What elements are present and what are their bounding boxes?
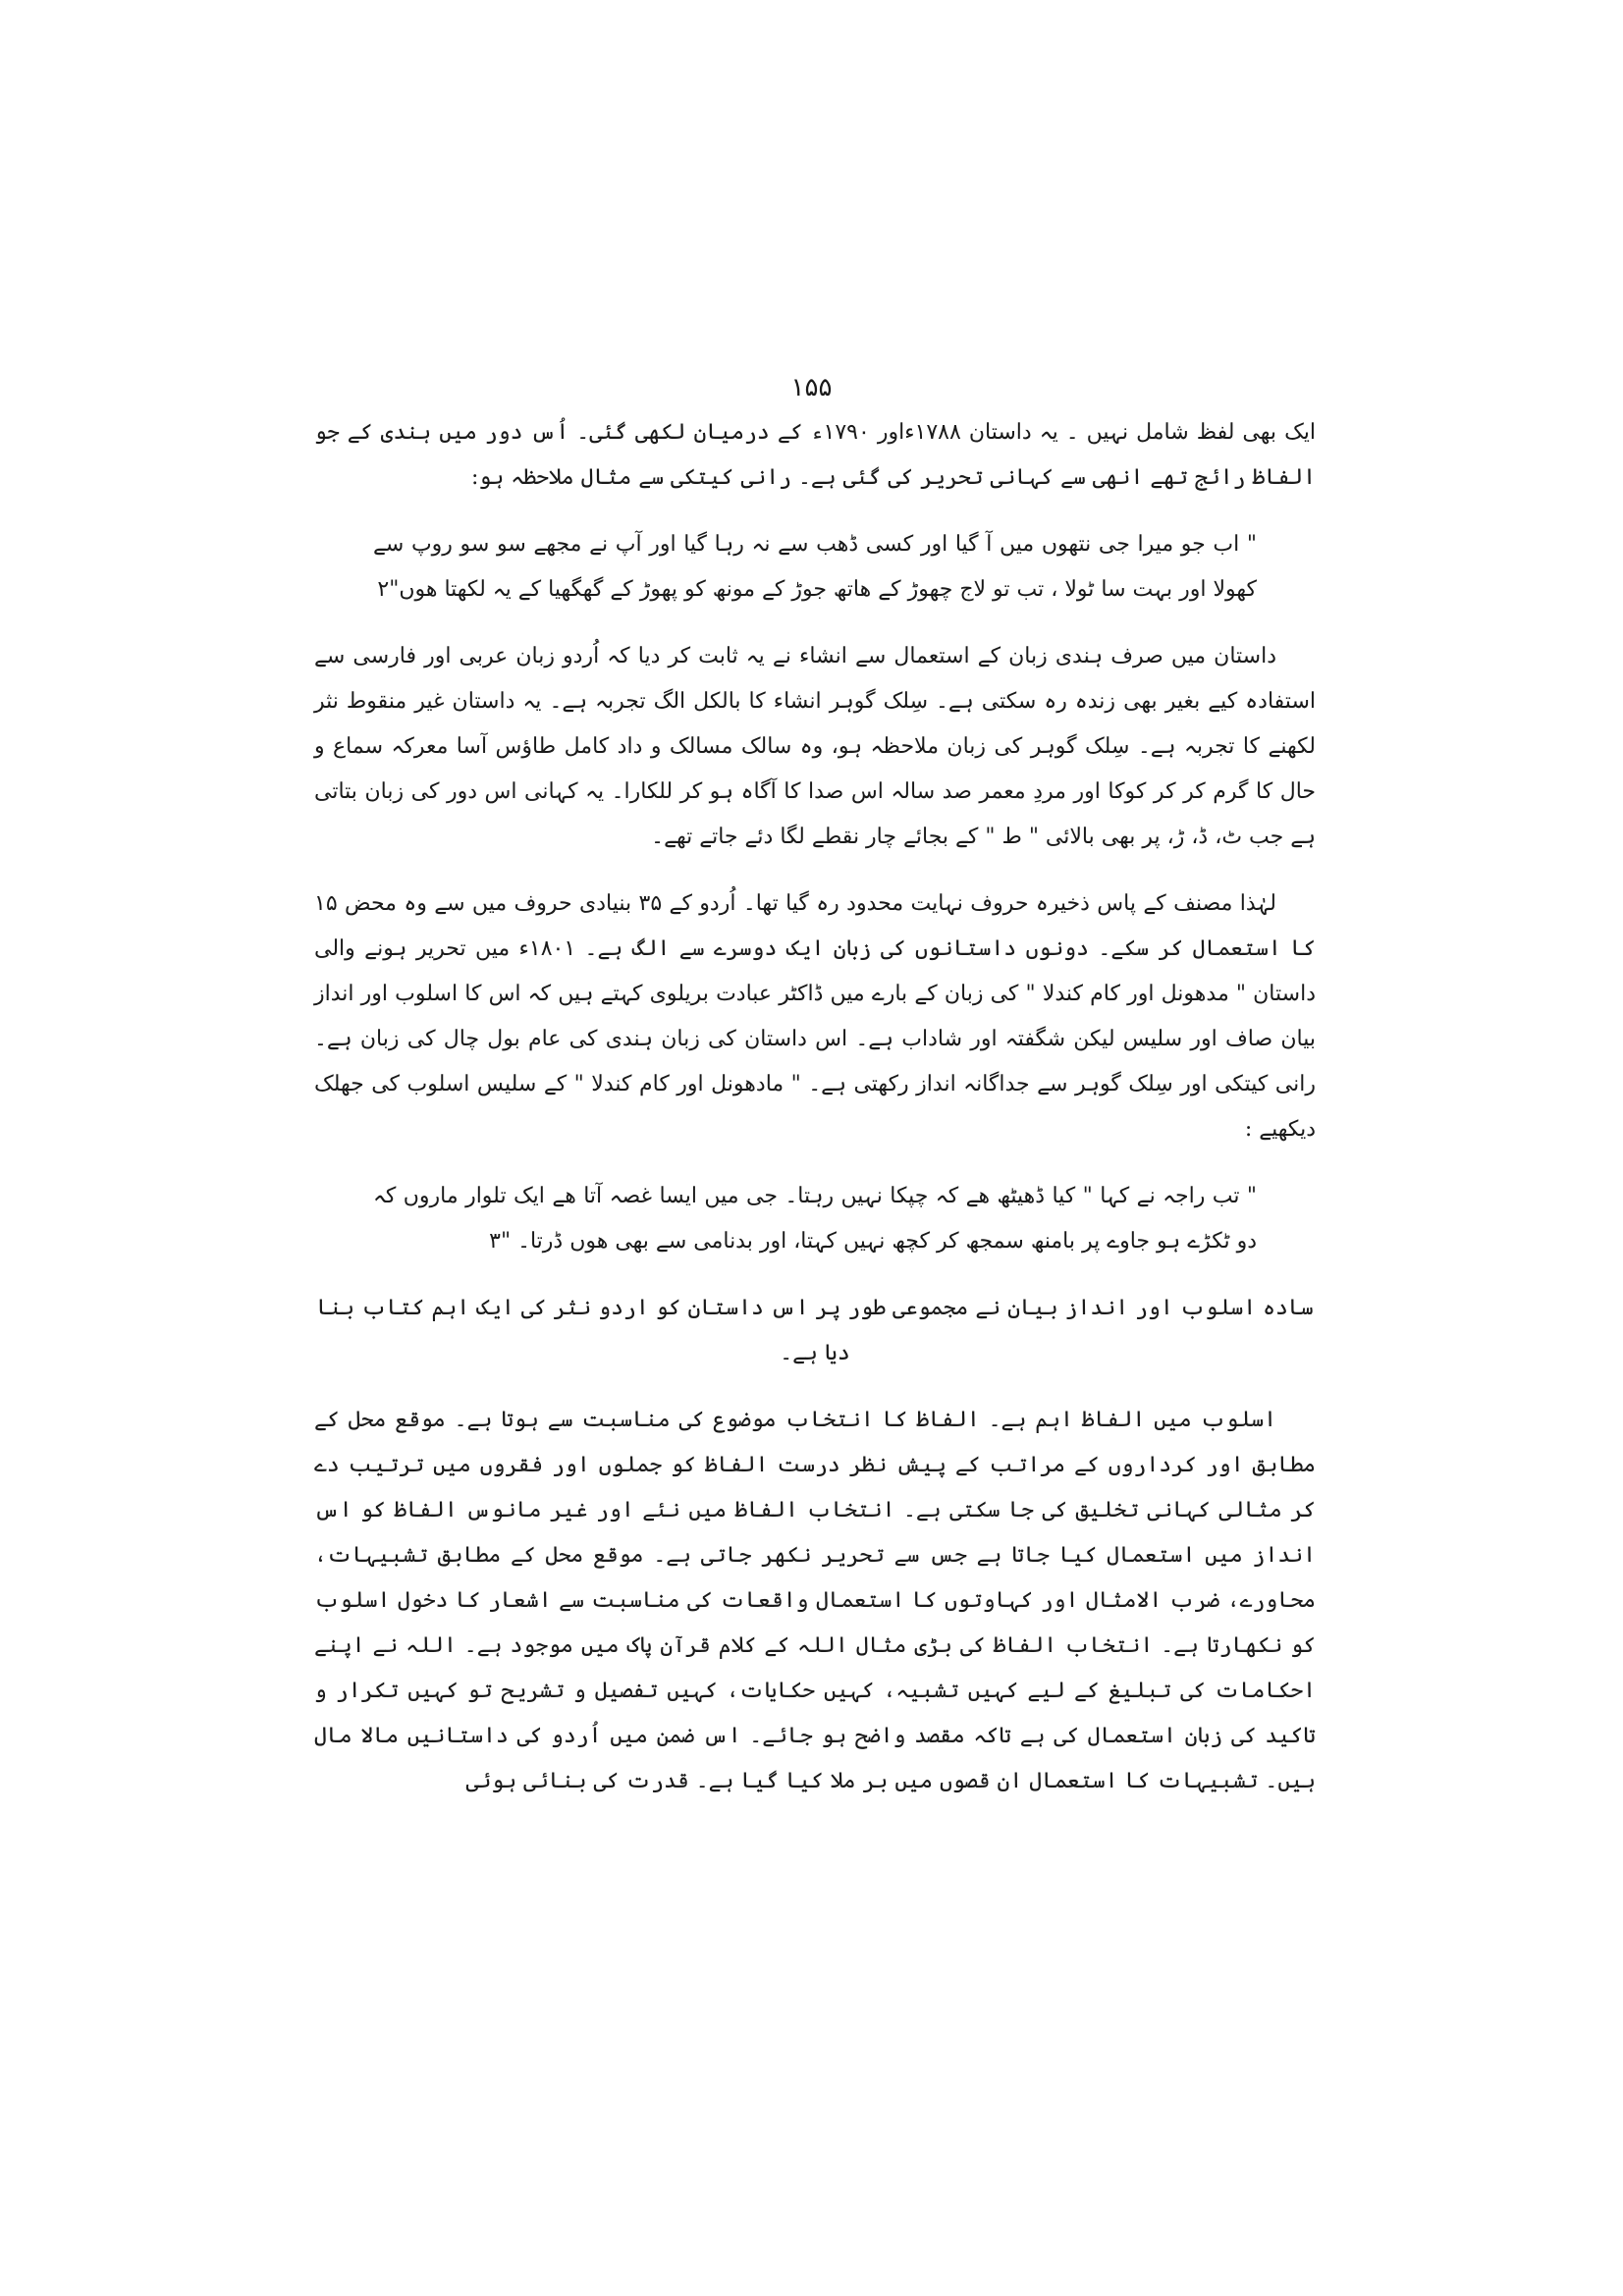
paragraph-madhonal: لہٰذا مصنف کے پاس ذخیرہ حروف نہایت محدود رہ گیا تھا۔ اُردو کے ۳۵ بنیادی حروف میں سے وہ محض ۱۵ کا استعمال کر سکے۔ دونوں داستانوں کی زبان ایک دوسرے سے الگ ہے۔ ۱۸۰۱ء میں تحریر ہونے والی داستان " مدھونل اور کام کندلا " کی زبان کے بارے میں ڈاکٹر عبادت بریلوی کہتے ہیں کہ اس کا اسلوب اور انداز بیان صاف اور سلیس لیکن شگفتہ اور شاداب ہے۔ اس داستان کی زبان ہندی کی عام بول چال کی زبان ہے۔ رانی کیتکی اور سِلک گوہر سے جداگانہ انداز رکھتی ہے۔ " مادھونل اور کام کندلا " کے سلیس اسلوب کی جھلک دیکھیے :: [314, 891, 1316, 1142]
paragraph-silk-gohar: داستان میں صرف ہندی زبان کے استعمال سے انشاء نے یہ ثابت کر دیا کہ اُردو زبان عربی اور فارسی سے استفادہ کیے بغیر بھی زندہ رہ سکتی ہے۔ سِلک گوہر انشاء کا بالکل الگ تجربہ ہے۔ یہ داستان غیر منقوط نثر لکھنے کا تجربہ ہے۔ سِلک گوہر کی زبان ملاحظہ ہو، وہ سالک مسالک و داد کامل طاؤس آسا معرکہ سماع و حال کا گرم کر کر کوکا اور مردِ معمر صد سالہ اس صدا کا آگاہ ہو کر للکارا۔ یہ کہانی اس دور کی زبان بتاتی ہے جب ٹ، ڈ، ڑ، پر بھی بالائی " ط " کے بجائے چار نقطے لگا دئے جاتے تھے۔: [314, 644, 1316, 849]
paragraph-style: اسلوب میں الفاظ اہم ہے۔ الفاظ کا انتخاب موضوع کی مناسبت سے ہوتا ہے۔ موقع محل کے مطابق اور کرداروں کے مراتب کے پیش نظر درست الفاظ کو جملوں اور فقروں میں ترتیب دے کر مثالی کہانی تخلیق کی جا سکتی ہے۔ انتخاب الفاظ میں نئے اور غیر مانوس الفاظ کو اس انداز میں استعمال کیا جاتا ہے جس سے تحریر نکھر جاتی ہے۔ موقع محل کے مطابق تشبیہات، محاورے، ضرب الامثال اور کہاوتوں کا استعمال واقعات کی مناسبت سے اشعار کا دخول اسلوب کو نکھارتا ہے۔ انتخاب الفاظ کی بڑی مثال اللہ کے کلام قرآن پاک میں موجود ہے۔ اللہ نے اپنے احکامات کی تبلیغ کے لیے کہیں تشبیہ، کہیں حکایات، کہیں تفصیل و تشریح تو کہیں تکرار و تاکید کی زبان استعمال کی ہے تاکہ مقصد واضح ہو جائے۔ اس ضمن میں اُردو کی داستانیں مالا مال ہیں۔ تشبیہات کا استعمال ان قصوں میں بر ملا کیا گیا ہے۔ قدرت کی بنائی ہوئی: [314, 1408, 1316, 1793]
quote-madhonal: " تب راجہ نے کہا " کیا ڈھیٹھ ھے کہ چپکا نہیں رہتا۔ جی میں ایسا غصہ آتا ھے ایک تلوار ماروں کہ دو ٹکڑے ہو جاوے پر بامنھ سمجھ کر کچھ نہیں کہتا، اور بدنامی سے بھی ھوں ڈرتا۔ "۳: [373, 1184, 1257, 1254]
paragraph-summary: سادہ اسلوب اور انداز بیان نے مجموعی طور پر اس داستان کو اردو نثر کی ایک اہم کتاب بنا دیا ہے۔: [316, 1296, 1314, 1365]
page-number: ۱۵۵: [790, 373, 833, 402]
paragraph-intro: ایک بھی لفظ شامل نہیں ۔ یہ داستان ۱۷۸۸ءاور ۱۷۹۰ء کے درمیان لکھی گئی۔ اُس دور میں ہندی کے جو الفاظ رائج تھے انھی سے کہانی تحریر کی گئی ہے۔ رانی کیتکی سے مثال ملاحظہ ہو:: [314, 420, 1316, 490]
quote-rani-ketki: " اب جو میرا جی نتھوں میں آ گیا اور کسی ڈھب سے نہ رہا گیا اور آپ نے مجھے سو سو روپ سے کھولا اور بہت سا ٹولا ، تب تو لاج چھوڑ کے ھاتھ جوڑ کے مونھ کو پھوڑ کے گھگھیا کے یہ لکھتا ھوں"۲: [373, 532, 1257, 602]
body-text: [314, 410, 1316, 1826]
